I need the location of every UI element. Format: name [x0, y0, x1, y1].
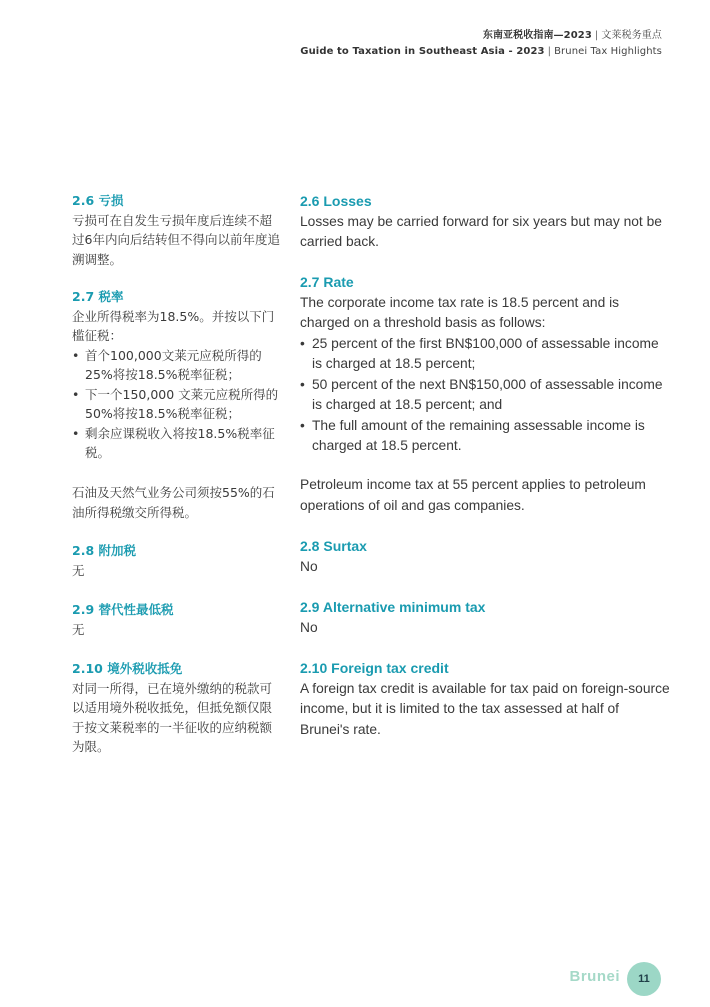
en-section-petroleum: [300, 475, 670, 516]
page-number: 11: [638, 973, 650, 985]
list-item: • 下一个150,000 文莱元应税所得的50%将按18.5%税率征税；: [72, 386, 279, 421]
en-section-ftc: [300, 658, 670, 740]
header-cn-title: 东南亚税收指南—2023: [482, 30, 592, 41]
cn-heading-amt: 2.9 替代性最低税: [72, 602, 174, 617]
bullet-icon: •: [300, 417, 305, 433]
cn-section-amt: [72, 600, 282, 639]
header-cn-subtitle: 文莱税务重点: [601, 30, 662, 41]
header-line-2: [300, 44, 662, 60]
page-number-badge: [627, 962, 661, 996]
cn-section-petroleum: [72, 483, 282, 522]
bullet-icon: •: [72, 347, 80, 363]
en-section-amt: [300, 597, 670, 638]
list-item: • 首个100,000文莱元应税所得的25%将按18.5%税率征税；: [72, 347, 262, 382]
en-section-surtax: [300, 536, 670, 577]
en-body-amt: No: [300, 619, 318, 635]
cn-heading-surtax: 2.8 附加税: [72, 543, 136, 558]
cn-section-ftc: [72, 659, 282, 757]
cn-section-rate: [72, 287, 282, 463]
cn-heading-rate: 2.7 税率: [72, 289, 124, 304]
cn-section-losses: [72, 191, 282, 269]
en-body-ftc: A foreign tax credit is available for tax paid on foreign-source income, but it is limited to the tax assessed at half of Brunei's rate.: [300, 680, 670, 737]
list-item: • 25 percent of the first BN$100,000 of assessable income is charged at 18.5 percent;: [300, 335, 659, 371]
header-en-subtitle: Brunei Tax Highlights: [554, 46, 662, 57]
list-item: • 50 percent of the next BN$150,000 of assessable income is charged at 18.5 percent; and: [300, 376, 663, 412]
footer-country-label: Brunei: [569, 968, 620, 985]
en-rate-list: [300, 334, 670, 457]
cn-heading-losses: 2.6 亏损: [72, 193, 124, 208]
header-en-title: Guide to Taxation in Southeast Asia - 2023: [300, 46, 545, 57]
en-heading-ftc: 2.10 Foreign tax credit: [300, 660, 449, 676]
en-heading-amt: 2.9 Alternative minimum tax: [300, 599, 486, 615]
en-heading-rate: 2.7 Rate: [300, 274, 354, 290]
cn-section-surtax: [72, 541, 282, 580]
cn-body-ftc: 对同一所得，已在境外缴纳的税款可以适用境外税收抵免，但抵免额仅限于按文莱税率的一半征收的应纳税额为限。: [72, 680, 273, 754]
header-separator: |: [594, 30, 599, 41]
cn-body-amt: 无: [72, 621, 85, 637]
list-item: • 剩余应课税收入将按18.5%税率征税。: [72, 425, 275, 460]
en-body-petroleum: Petroleum income tax at 55 percent applies to petroleum operations of oil and gas companies.: [300, 477, 646, 513]
cn-body-rate-intro: 企业所得税率为18.5%。并按以下门槛征税：: [72, 308, 275, 343]
header-separator: |: [547, 46, 552, 57]
header-line-1: [300, 28, 662, 44]
en-section-losses: [300, 191, 670, 253]
cn-heading-ftc: 2.10 境外税收抵免: [72, 661, 183, 676]
en-heading-surtax: 2.8 Surtax: [300, 538, 367, 554]
cn-body-surtax: 无: [72, 562, 85, 578]
page-header: [300, 28, 662, 60]
list-item: • The full amount of the remaining assessable income is charged at 18.5 percent.: [300, 417, 645, 453]
cn-body-losses: 亏损可在自发生亏损年度后连续不超过6年内向后结转但不得向以前年度追溯调整。: [72, 212, 280, 267]
en-body-losses: Losses may be carried forward for six years but may not be carried back.: [300, 213, 662, 249]
en-section-rate: [300, 272, 670, 457]
en-body-rate-intro: The corporate income tax rate is 18.5 percent and is charged on a threshold basis as follows:: [300, 294, 620, 330]
en-body-surtax: No: [300, 558, 318, 574]
cn-rate-list: [72, 346, 282, 463]
en-heading-losses: 2.6 Losses: [300, 193, 372, 209]
bullet-icon: •: [72, 425, 80, 441]
bullet-icon: •: [72, 386, 80, 402]
cn-body-petroleum: 石油及天然气业务公司须按55%的石油所得税缴交所得税。: [72, 485, 275, 520]
bullet-icon: •: [300, 376, 305, 392]
bullet-icon: •: [300, 335, 305, 351]
